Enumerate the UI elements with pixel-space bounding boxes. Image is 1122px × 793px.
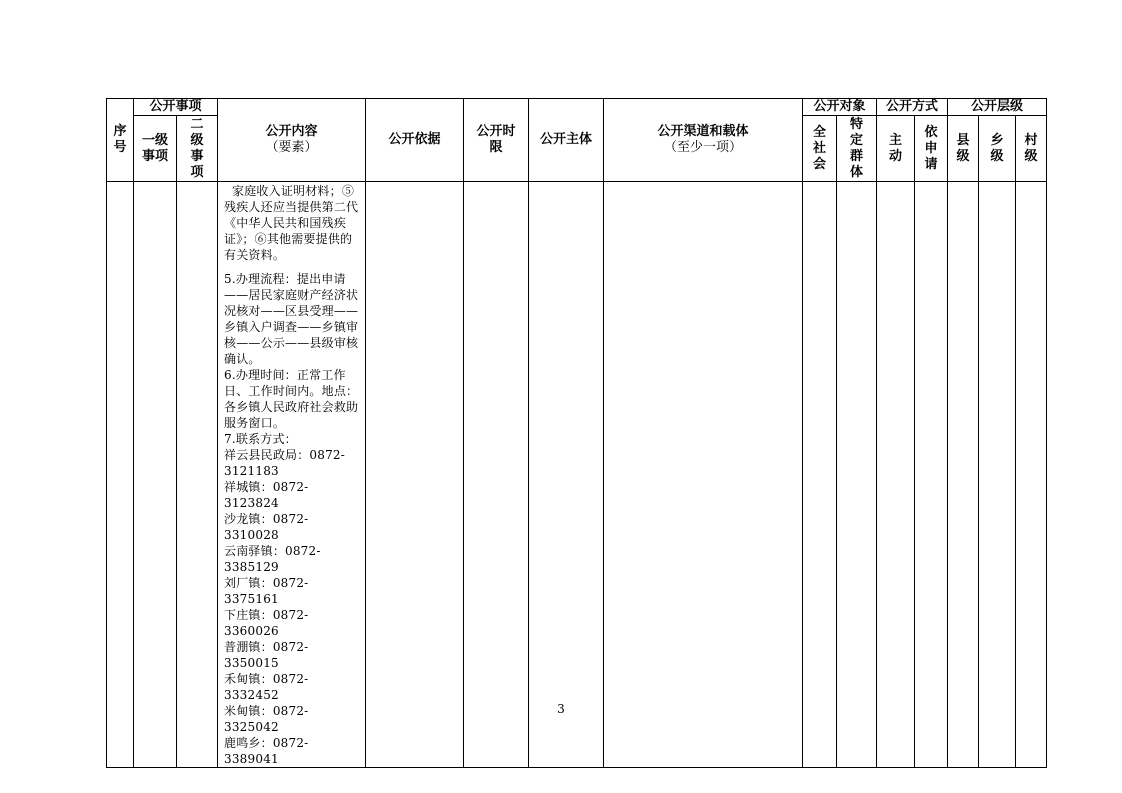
header-channel: 公开渠道和载体 （至少一项）: [604, 99, 803, 182]
content-contact-shalong: 沙龙镇：0872-3310028: [224, 512, 309, 542]
header-level-group: 公开层级: [948, 99, 1047, 116]
cell-target-specific: [837, 182, 877, 768]
cell-level-town: [979, 182, 1016, 768]
header-target-group: 公开对象: [803, 99, 877, 116]
header-method-active: 主动: [877, 116, 915, 182]
cell-level-village: [1016, 182, 1047, 768]
header-items-group: 公开事项: [134, 99, 218, 116]
content-contact-hedian: 禾甸镇：0872-3332452: [224, 672, 309, 702]
content-contact-yunnanyi: 云南驿镇：0872-3385129: [224, 544, 321, 574]
header-level-county: 县级: [948, 116, 979, 182]
cell-method-apply: [915, 182, 948, 768]
header-level2: 二级事项: [177, 116, 218, 182]
header-level-village: 村级: [1016, 116, 1047, 182]
content-contact-bureau: 祥云县民政局：0872-3121183: [224, 448, 346, 478]
cell-time-limit: [464, 182, 529, 768]
header-level-town: 乡级: [979, 116, 1016, 182]
content-contact-pupeng: 普淜镇：0872-3350015: [224, 640, 309, 670]
header-seq: 序号: [107, 99, 134, 182]
header-basis: 公开依据: [366, 99, 464, 182]
header-method-group: 公开方式: [877, 99, 948, 116]
content-contact-title: 7.联系方式：: [224, 432, 297, 446]
cell-seq: [107, 182, 134, 768]
header-content: 公开内容 （要素）: [218, 99, 366, 182]
page-number: 3: [557, 702, 565, 716]
content-process: 5.办理流程：提出申请——居民家庭财产经济状况核对——区县受理——乡镇入户调查——乡镇审核——公示——县级审核确认。: [224, 272, 359, 366]
content-contact-midian: 米甸镇：0872-3325042: [224, 704, 309, 734]
content-contact-xiangcheng: 祥城镇：0872-3123824: [224, 480, 309, 510]
content-time-place: 6.办理时间：正常工作日、工作时间内。地点：各乡镇人民政府社会救助服务窗口。: [224, 368, 359, 430]
cell-channel: [604, 182, 803, 768]
content-contact-luming: 鹿鸣乡：0872-3389041: [224, 736, 309, 766]
header-target-specific: 特定群体: [837, 116, 877, 182]
cell-level-county: [948, 182, 979, 768]
cell-basis: [366, 182, 464, 768]
header-method-apply: 依申请: [915, 116, 948, 182]
header-target-all: 全社会: [803, 116, 837, 182]
header-level1: 一级事项: [134, 116, 177, 182]
cell-target-all: [803, 182, 837, 768]
content-contact-liuchang: 刘厂镇：0872-3375161: [224, 576, 309, 606]
cell-content: [218, 182, 366, 768]
header-subject: 公开主体: [529, 99, 604, 182]
cell-subject: [529, 182, 604, 768]
header-time-limit: 公开时限: [464, 99, 529, 182]
content-contact-xiazhuang: 下庄镇：0872-3360026: [224, 608, 309, 638]
cell-level2: [177, 182, 218, 768]
content-materials: 家庭收入证明材料；⑤残疾人还应当提供第二代《中华人民共和国残疾证》；⑥其他需要提供的有关资料。: [224, 184, 359, 262]
cell-level1: [134, 182, 177, 768]
disclosure-table: [106, 98, 1047, 768]
cell-method-active: [877, 182, 915, 768]
